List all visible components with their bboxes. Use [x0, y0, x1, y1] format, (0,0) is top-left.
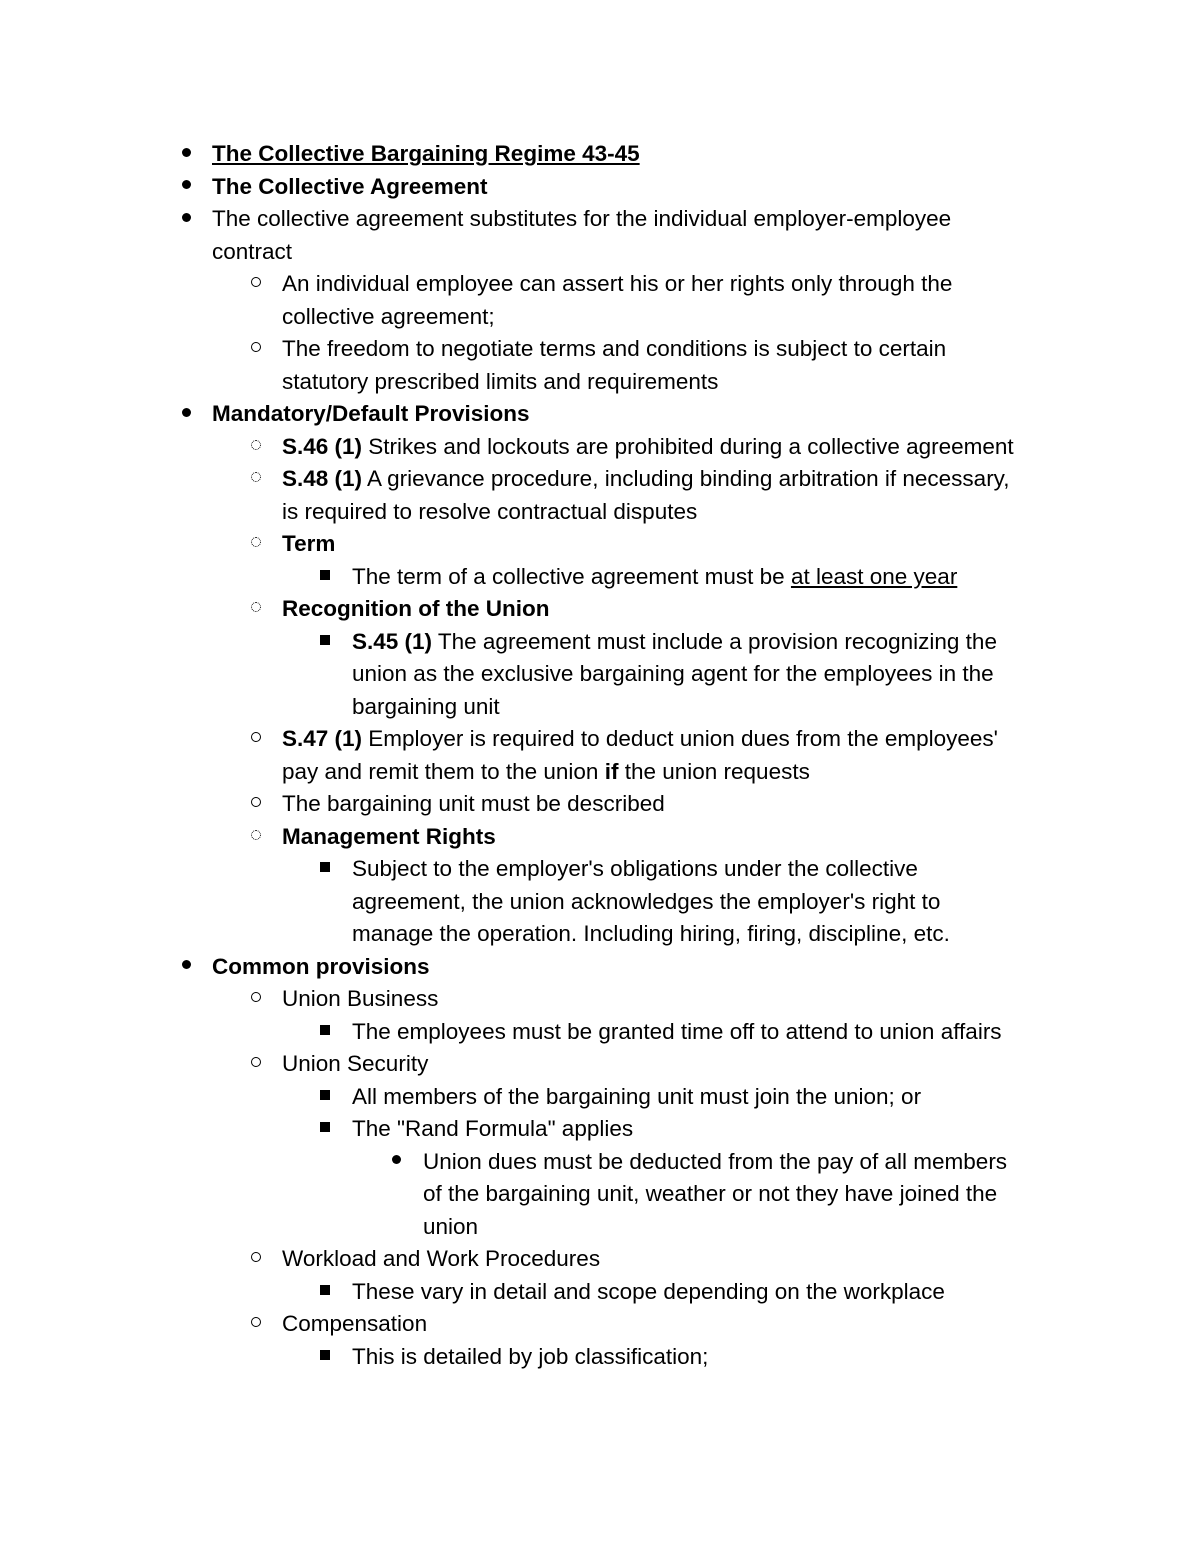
bullet-hollow-icon	[246, 593, 266, 626]
list-item	[0, 1081, 1200, 1114]
section-heading: Common provisions	[212, 953, 430, 979]
list-text: The "Rand Formula" applies	[352, 1116, 634, 1141]
list-text: These vary in detail and scope depending on the workplace	[352, 1278, 945, 1304]
bullet-filled-icon	[176, 171, 196, 204]
section-heading: Mandatory/Default Provisions	[212, 401, 530, 426]
bullet-hollow-icon	[246, 1048, 266, 1081]
subsection-heading: Recognition of the Union	[282, 596, 550, 621]
bullet-hollow-icon	[246, 463, 266, 496]
list-text: The term of a collective agreement must be	[352, 563, 791, 589]
list-text: Workload and Work Procedures	[282, 1246, 601, 1271]
list-item	[0, 593, 1200, 626]
list-item	[0, 561, 1200, 594]
list-item-continuation	[0, 1178, 1200, 1211]
list-item	[0, 1048, 1200, 1081]
list-text: The employees must be granted time off to attend to union affairs	[352, 1018, 1002, 1044]
list-text: Employer is required to deduct union dues from the employees'	[362, 726, 998, 751]
list-text: The collective agreement substitutes for the individual employer-employee	[212, 206, 952, 231]
list-item	[0, 1276, 1200, 1309]
bullet-filled-icon	[176, 398, 196, 431]
list-text: manage the operation. Including hiring, firing, discipline, etc.	[352, 921, 950, 946]
list-text: A grievance procedure, including binding arbitration if necessary,	[362, 466, 1010, 491]
section-reference: S.46 (1)	[282, 433, 363, 459]
list-item	[0, 788, 1200, 821]
list-item	[0, 203, 1200, 236]
list-text: contract	[212, 238, 293, 264]
list-text: Subject to the employer's obligations under the collective	[352, 856, 918, 881]
bullet-square-icon	[315, 1016, 335, 1049]
list-item-continuation	[0, 366, 1200, 399]
list-text: Strikes and lockouts are prohibited during a collective agreement	[362, 433, 1014, 459]
list-text: collective agreement;	[282, 303, 495, 329]
list-item	[0, 1016, 1200, 1049]
list-text: pay and remit them to the union	[282, 758, 605, 784]
bullet-square-icon	[315, 561, 335, 594]
list-item-continuation	[0, 691, 1200, 724]
bullet-hollow-icon	[246, 528, 266, 561]
list-text: This is detailed by job classification;	[352, 1343, 709, 1369]
list-item-continuation	[0, 658, 1200, 691]
list-text: An individual employee can assert his or her rights only through the	[282, 271, 953, 296]
list-text: Compensation	[282, 1311, 428, 1336]
list-item-continuation	[0, 1211, 1200, 1244]
section-reference: S.48 (1)	[282, 466, 363, 491]
list-text: All members of the bargaining unit must join the union; or	[352, 1083, 922, 1109]
bullet-filled-icon	[176, 203, 196, 236]
list-item	[0, 853, 1200, 886]
bullet-hollow-icon	[246, 821, 266, 854]
list-text: of the bargaining unit, weather or not they have joined the	[423, 1181, 998, 1206]
list-item	[0, 398, 1200, 431]
section-heading: The Collective Agreement	[212, 173, 488, 199]
document-title: The Collective Bargaining Regime 43-45	[212, 141, 640, 166]
list-item	[0, 528, 1200, 561]
list-text: is required to resolve contractual disputes	[282, 498, 698, 524]
list-item	[0, 138, 1200, 171]
emphasis-text: if	[604, 758, 619, 784]
list-item	[0, 268, 1200, 301]
list-item	[0, 723, 1200, 756]
bullet-hollow-icon	[246, 1308, 266, 1341]
bullet-square-icon	[315, 626, 335, 659]
list-item	[0, 431, 1200, 464]
bullet-hollow-icon	[246, 788, 266, 821]
list-text: agreement, the union acknowledges the employer's right to	[352, 888, 941, 914]
list-item-continuation	[0, 496, 1200, 529]
list-item	[0, 1113, 1200, 1146]
subsection-heading: Term	[282, 531, 336, 556]
list-item	[0, 1341, 1200, 1374]
list-item-continuation	[0, 301, 1200, 334]
bullet-square-icon	[315, 1113, 335, 1146]
list-item	[0, 1308, 1200, 1341]
list-item	[0, 951, 1200, 984]
list-item	[0, 171, 1200, 204]
underlined-text: at least one year	[790, 563, 958, 589]
bullet-hollow-icon	[246, 333, 266, 366]
list-item	[0, 821, 1200, 854]
bullet-hollow-icon	[246, 723, 266, 756]
bullet-filled-icon	[176, 951, 196, 984]
list-text: Union Security	[282, 1051, 429, 1076]
list-text: The freedom to negotiate terms and conditions is subject to certain	[282, 336, 947, 361]
section-reference: S.45 (1)	[352, 628, 433, 654]
list-item-continuation	[0, 756, 1200, 789]
list-item-continuation	[0, 236, 1200, 269]
bullet-square-icon	[315, 1276, 335, 1309]
bullet-filled-icon	[386, 1146, 406, 1179]
list-text: The agreement must include a provision recognizing the	[432, 628, 997, 654]
document-page	[0, 138, 1200, 1373]
bullet-filled-icon	[176, 138, 196, 171]
list-text: statutory prescribed limits and requirements	[282, 368, 719, 394]
list-item	[0, 1146, 1200, 1179]
bullet-hollow-icon	[246, 1243, 266, 1276]
list-item	[0, 333, 1200, 366]
list-item-continuation	[0, 918, 1200, 951]
list-text: union as the exclusive bargaining agent for the employees in the	[352, 661, 994, 686]
list-text: bargaining unit	[352, 693, 500, 719]
section-reference: S.47 (1)	[282, 726, 363, 751]
list-item	[0, 983, 1200, 1016]
list-text: Union Business	[282, 986, 439, 1011]
list-text: union	[423, 1213, 479, 1239]
bullet-square-icon	[315, 853, 335, 886]
bullet-square-icon	[315, 1341, 335, 1374]
subsection-heading: Management Rights	[282, 823, 496, 849]
bullet-square-icon	[315, 1081, 335, 1114]
bullet-hollow-icon	[246, 431, 266, 464]
bullet-hollow-icon	[246, 268, 266, 301]
list-item	[0, 1243, 1200, 1276]
list-item-continuation	[0, 886, 1200, 919]
list-text: Union dues must be deducted from the pay of all members	[423, 1148, 1008, 1174]
list-text: the union requests	[618, 758, 810, 784]
list-text: The bargaining unit must be described	[282, 791, 665, 816]
list-item	[0, 463, 1200, 496]
bullet-hollow-icon	[246, 983, 266, 1016]
list-item	[0, 626, 1200, 659]
